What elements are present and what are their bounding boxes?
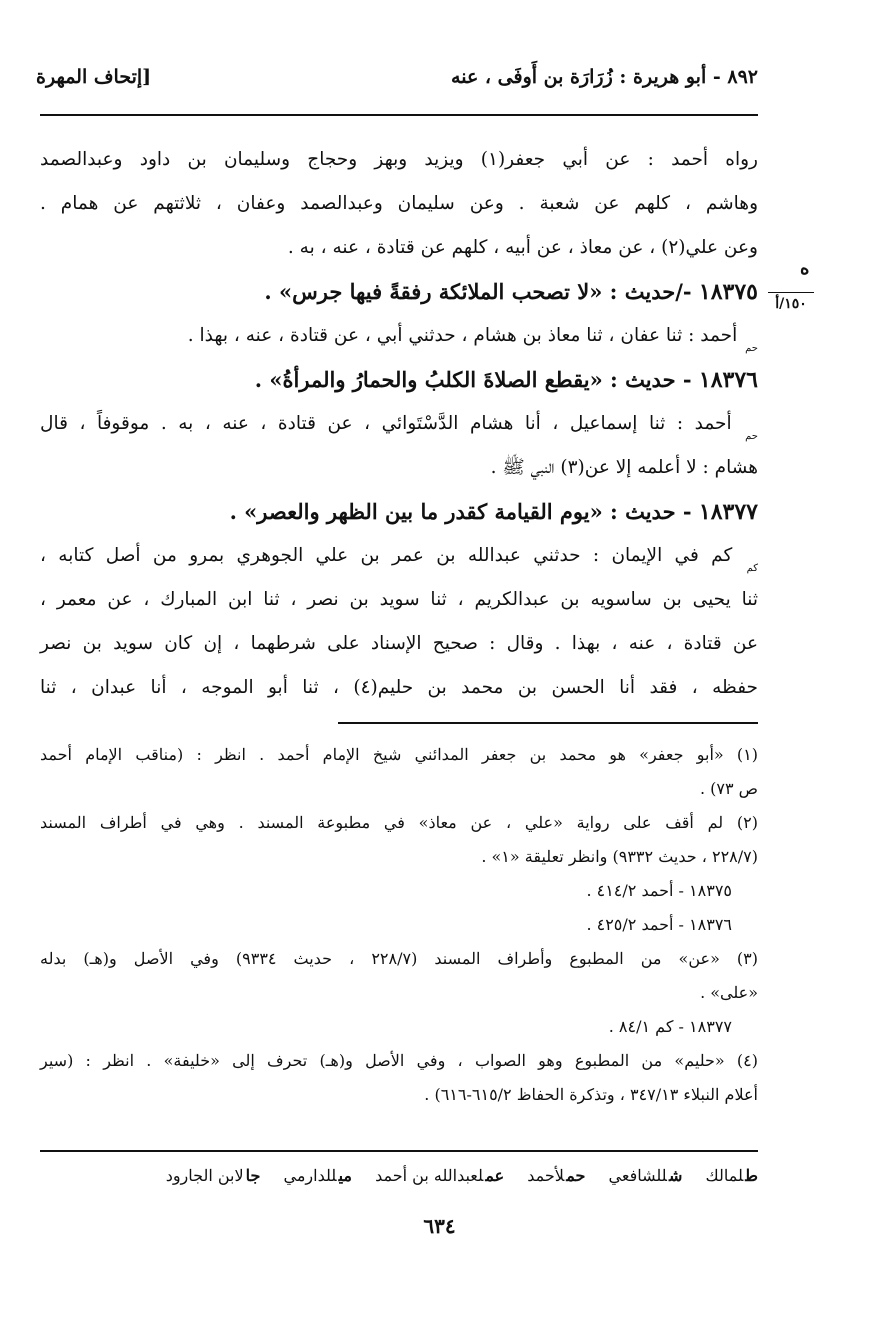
siglum-name: لابن الجارود bbox=[165, 1166, 244, 1185]
header-book-name: [إتحاف المهرة bbox=[36, 66, 152, 88]
footnote-line: (١) «أبو جعفر» هو محمد بن جعفر المدائني شيخ الإمام أحمد . انظر : (مناقب الإمام أحمد bbox=[40, 745, 758, 764]
siglum-entry bbox=[166, 1166, 261, 1185]
siglum-name: لعبدالله بن أحمد bbox=[375, 1166, 484, 1185]
siglum-name: للدارمي bbox=[283, 1166, 337, 1185]
source-siglum: حم bbox=[745, 431, 758, 442]
hadith-text-line bbox=[40, 534, 758, 578]
siglum-code: ط bbox=[745, 1166, 758, 1185]
siglum-entry bbox=[527, 1166, 585, 1185]
source-siglum: حم bbox=[745, 343, 758, 354]
hadith-number: ١٨٣٧٦ bbox=[698, 367, 758, 393]
siglum-name: للشافعي bbox=[608, 1166, 667, 1185]
margin-marker: ه bbox=[800, 258, 810, 279]
siglum-code: مي bbox=[338, 1166, 352, 1185]
margin-manuscript-ref bbox=[768, 292, 814, 312]
siglum-entry bbox=[705, 1166, 758, 1185]
hadith-heading-18377 bbox=[40, 490, 758, 534]
text-line: كم في الإيمان : حدثني عبدالله بن عمر بن علي الجوهري بمرو من أصل كتابه ، bbox=[40, 545, 733, 566]
footnote-line: أعلام النبلاء ٣٤٧/١٣ ، وتذكرة الحفاظ ٦١٥/٢-٦١٦) . bbox=[424, 1085, 758, 1104]
text-line: حفظه ، فقد أنا الحسن بن محمد بن حليم(٤) ، ثنا أبو الموجه ، أنا عبدان ، ثنا bbox=[40, 677, 758, 698]
footnote-source-ref: ١٨٣٧٧ - كم ٨٤/١ . bbox=[608, 1017, 732, 1036]
footnote-source-ref: ١٨٣٧٦ - أحمد ٤٢٥/٢ . bbox=[586, 915, 732, 934]
hadith-number: ١٨٣٧٧ bbox=[698, 499, 758, 525]
hadith-text-line bbox=[40, 314, 758, 358]
siglum-entry bbox=[284, 1166, 352, 1185]
text-line: أحمد : ثنا عفان ، ثنا معاذ بن هشام ، حدثني أبي ، عن قتادة ، عنه ، بهذا . bbox=[187, 325, 738, 346]
siglum-code: عم bbox=[485, 1166, 505, 1185]
text-line: وعن علي(٢) ، عن معاذ ، عن أبيه ، كلهم عن قتادة ، عنه ، به . bbox=[287, 237, 758, 258]
text-line: أحمد : ثنا إسماعيل ، أنا هشام الدَّسْتَوائي ، عن قتادة ، عنه ، به . موقوفاً ، قال bbox=[40, 413, 732, 434]
footnote-line: (٢) لم أقف على رواية «علي ، عن معاذ» في مطبوعة المسند . وهي في أطراف المسند bbox=[40, 813, 758, 832]
page-header bbox=[36, 62, 758, 102]
hadith-text-line bbox=[40, 402, 758, 446]
footnote-source-ref: ١٨٣٧٥ - أحمد ٤١٤/٢ . bbox=[586, 881, 732, 900]
header-title: ٨٩٢ - أبو هريرة : زُرَارَة بن أَوفَى ، عنه bbox=[451, 66, 758, 88]
text-line: وهاشم ، كلهم عن شعبة . وعن سليمان وعبدالصمد وعفان ، ثلاثتهم عن همام . bbox=[40, 193, 758, 214]
footnote-line: (٢٢٨/٧ ، حديث ٩٣٣٢) وانظر تعليقة «١» . bbox=[481, 847, 758, 866]
footnotes bbox=[40, 738, 758, 1112]
main-text bbox=[40, 138, 758, 710]
margin-ref-text: ١٥٠/أ bbox=[775, 296, 807, 312]
footnote-line: (٣) «عن» من المطبوع وأطراف المسند (٢٢٨/٧ ، حديث ٩٣٣٤) وفي الأصل و(هـ) بدله bbox=[40, 949, 759, 968]
hadith-heading-18376 bbox=[40, 358, 758, 402]
hadith-title: -/حديث : «لا تصحب الملائكة رفقةً فيها جرس» . bbox=[264, 279, 692, 304]
hadith-title: - حديث : «يقطع الصلاةَ الكلبُ والحمارُ والمرأةُ» . bbox=[254, 367, 692, 392]
text-line: رواه أحمد : عن أبي جعفر(١) ويزيد وبهز وحجاج وسليمان بن داود وعبدالصمد bbox=[40, 149, 758, 170]
hadith-title: - حديث : «يوم القيامة كقدر ما بين الظهر والعصر» . bbox=[229, 499, 692, 524]
siglum-code: ش bbox=[668, 1166, 683, 1185]
text-line: عن قتادة ، عنه ، بهذا . وقال : صحيح الإسناد على شرطهما ، إن كان سويد بن نصر bbox=[40, 633, 758, 654]
sigla-separator bbox=[40, 1150, 758, 1152]
siglum-code: جا bbox=[245, 1166, 261, 1185]
source-siglum: كم bbox=[746, 563, 758, 574]
page-number: ٦٣٤ bbox=[423, 1214, 456, 1238]
siglum-name: لأحمد bbox=[527, 1166, 565, 1185]
footnote-separator bbox=[338, 722, 758, 724]
text-line: ثنا يحيى بن ساسويه بن عبدالكريم ، ثنا سويد بن نصر ، ثنا ابن المبارك ، عن معمر ، bbox=[40, 589, 758, 610]
siglum-entry bbox=[609, 1166, 683, 1185]
siglum-name: لمالك bbox=[705, 1166, 744, 1185]
sigla-legend bbox=[40, 1166, 758, 1185]
margin-ref-line bbox=[768, 292, 814, 293]
footnote-line: (٤) «حليم» من المطبوع وهو الصواب ، وفي الأصل و(هـ) تحرف إلى «خليفة» . انظر : (سير bbox=[40, 1051, 758, 1070]
text-line: هشام : لا أعلمه إلا عن(٣) النبي ﷺ . bbox=[490, 457, 758, 478]
hadith-heading-18375 bbox=[40, 270, 758, 314]
siglum-entry bbox=[375, 1166, 504, 1185]
footnote-line: ص ٧٣) . bbox=[699, 779, 758, 798]
hadith-number: ١٨٣٧٥ bbox=[698, 279, 758, 305]
siglum-code: حم bbox=[566, 1166, 586, 1185]
header-rule bbox=[40, 114, 758, 116]
footnote-line: «على» . bbox=[700, 983, 758, 1002]
